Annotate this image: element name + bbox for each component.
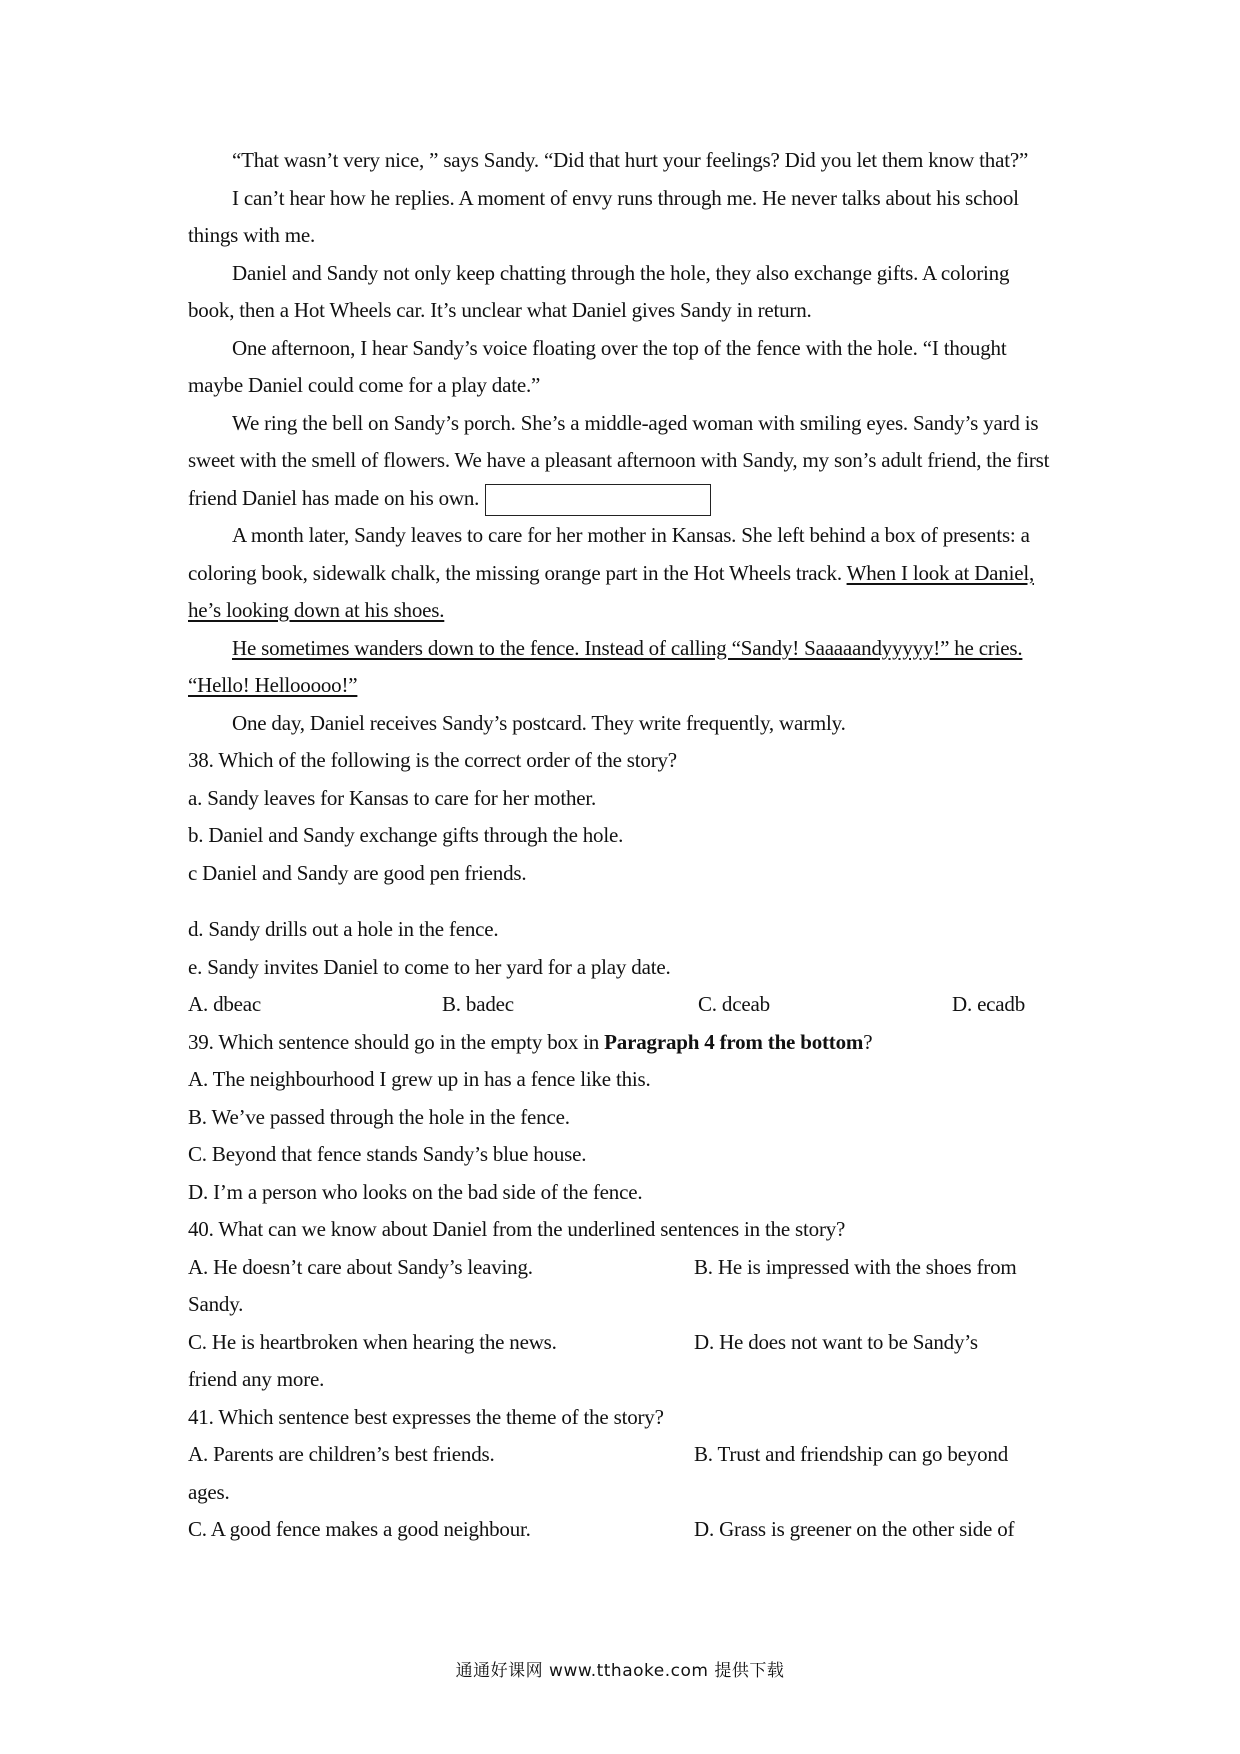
document-page (188, 142, 1058, 1549)
question-40-option-d-cont: friend any more. (188, 1367, 325, 1391)
question-40-option-b[interactable]: B. He is impressed with the shoes from (694, 1254, 1017, 1279)
question-39-option-d[interactable]: D. I’m a person who looks on the bad side of the fence. (188, 1179, 643, 1204)
question-41-stem: 41. Which sentence best expresses the theme of the story? (188, 1404, 664, 1429)
question-38-option-b[interactable]: B. badec (442, 992, 514, 1016)
question-41-option-b-cont: ages. (188, 1479, 230, 1504)
passage-paragraph-1: “That wasn’t very nice, ” says Sandy. “Did that hurt your feelings? Did you let them know that?” (232, 148, 1029, 172)
question-40-row-1 (188, 1249, 1058, 1287)
passage-paragraph-5-text: We ring the bell on Sandy’s porch. She’s a middle-aged woman with smiling eyes. Sandy’s yard is sweet with the smell of flowers. We have a pleasant afternoon with Sandy, my son’s adult friend, the first friend Daniel has made on his own. (188, 410, 1050, 510)
question-39-option-a[interactable]: A. The neighbourhood I grew up in has a fence like this. (188, 1067, 651, 1091)
question-38-option-d[interactable]: D. ecadb (952, 992, 1026, 1016)
question-40-row-2 (188, 1324, 1058, 1362)
question-38-options (188, 986, 1058, 1024)
question-38-item-c: c Daniel and Sandy are good pen friends. (188, 860, 527, 885)
passage-paragraph-3: Daniel and Sandy not only keep chatting through the hole, they also exchange gifts. A coloring book, then a Hot Wheels car. It’s unclear what Daniel gives Sandy in return. (188, 260, 1010, 322)
question-38-item-d: d. Sandy drills out a hole in the fence. (188, 917, 499, 941)
passage-paragraph-2: I can’t hear how he replies. A moment of envy runs through me. He never talks about his school things with me. (188, 185, 1019, 247)
question-38-option-a[interactable]: A. dbeac (188, 992, 262, 1016)
spacer (188, 892, 1058, 911)
question-40-option-b-cont: Sandy. (188, 1292, 244, 1316)
question-39-stem-end: ? (863, 1029, 873, 1054)
underlined-sentence-2: He sometimes wanders down to the fence. Instead of calling “Sandy! Saaaaandyyyyy!” he cries. “Hello! Hellooooo!” (188, 635, 1023, 697)
question-39-option-b[interactable]: B. We’ve passed through the hole in the fence. (188, 1104, 570, 1129)
question-38-item-a: a. Sandy leaves for Kansas to care for her mother. (188, 785, 597, 810)
question-38-stem: 38. Which of the following is the correct order of the story? (188, 748, 677, 772)
question-41-row-2 (188, 1511, 1058, 1549)
passage-paragraph-6 (188, 517, 1058, 630)
question-38-item-b: b. Daniel and Sandy exchange gifts through the hole. (188, 823, 624, 847)
question-41-option-c[interactable]: C. A good fence makes a good neighbour. (188, 1517, 531, 1541)
question-39-option-c[interactable]: C. Beyond that fence stands Sandy’s blue house. (188, 1142, 587, 1166)
question-38-option-c[interactable]: C. dceab (698, 992, 770, 1016)
question-40-option-c[interactable]: C. He is heartbroken when hearing the news. (188, 1329, 557, 1354)
question-40-stem: 40. What can we know about Daniel from the underlined sentences in the story? (188, 1217, 846, 1241)
question-39-stem (188, 1024, 1058, 1062)
passage-paragraph-6-text: A month later, Sandy leaves to care for her mother in Kansas. She left behind a box of presents: a coloring book, sidewalk chalk, the missing orange part in the Hot Wheels track. (188, 523, 1030, 585)
passage-paragraph-5 (188, 405, 1058, 518)
question-40-option-d[interactable]: D. He does not want to be Sandy’s (694, 1329, 978, 1354)
passage-paragraph-4: One afternoon, I hear Sandy’s voice floating over the top of the fence with the hole. “I thought maybe Daniel could come for a play date.” (188, 335, 1007, 397)
answer-blank-box[interactable] (485, 484, 711, 516)
question-41-option-d[interactable]: D. Grass is greener on the other side of (694, 1517, 1015, 1541)
question-39-stem-text: 39. Which sentence should go in the empty box in (188, 1029, 605, 1054)
underlined-sentence-1: When I look at Daniel, he’s looking down at his shoes. (188, 560, 1035, 622)
page-footer: 通通好课网 www.tthaoke.com 提供下载 (455, 1661, 785, 1681)
passage-paragraph-7 (188, 630, 1058, 705)
passage-paragraph-8: One day, Daniel receives Sandy’s postcard. They write frequently, warmly. (232, 710, 846, 735)
question-41-row-1 (188, 1436, 1058, 1474)
question-40-option-a[interactable]: A. He doesn’t care about Sandy’s leaving. (188, 1254, 533, 1279)
question-38-item-e: e. Sandy invites Daniel to come to her yard for a play date. (188, 954, 671, 979)
question-41-option-a[interactable]: A. Parents are children’s best friends. (188, 1442, 495, 1466)
question-41-option-b[interactable]: B. Trust and friendship can go beyond (694, 1442, 1008, 1466)
question-39-stem-bold: Paragraph 4 from the bottom (604, 1029, 864, 1054)
